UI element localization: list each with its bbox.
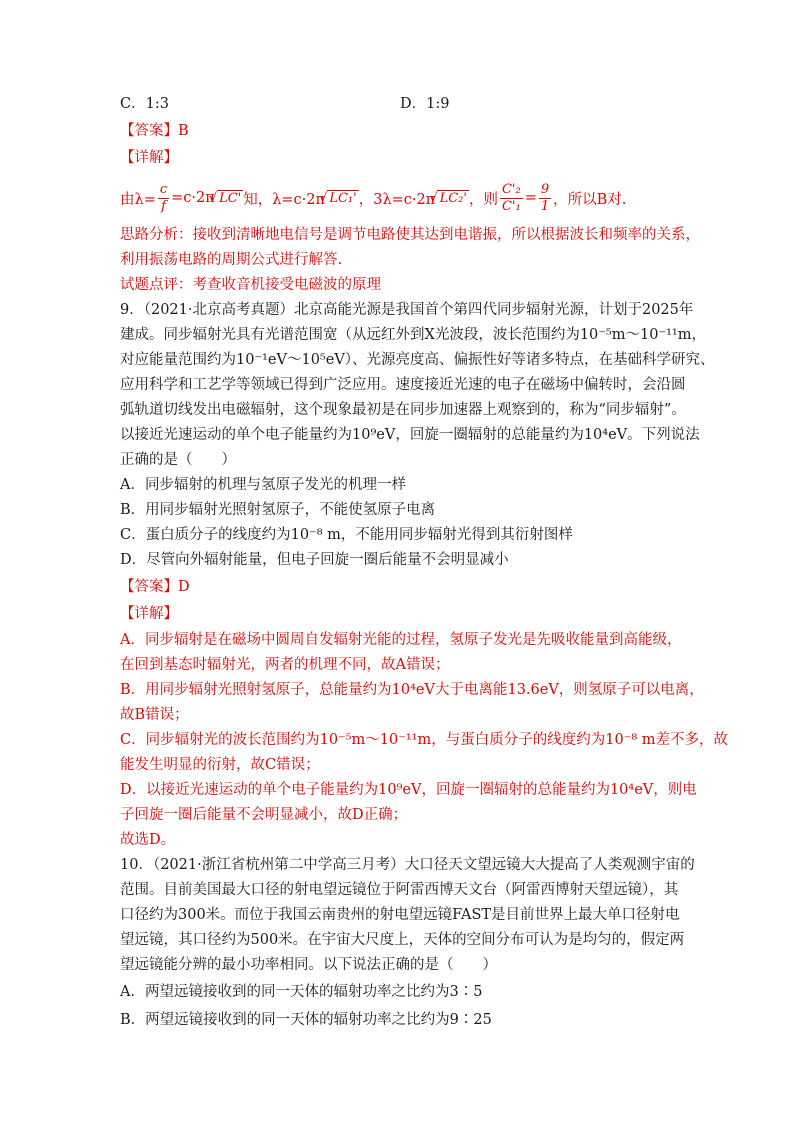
q9-detail-line: D．以接近光速运动的单个电子能量约为10⁹eV，回旋一圈辐射的总能量约为10⁴eV，则电 (120, 782, 697, 798)
q9-stem-line: 建成。同步辐射光具有光谱范围宽（从远红外到X光波段，波长范围约为10⁻⁵m～10⁻¹¹m， (120, 327, 706, 343)
q9-answer-label: 【答案】D (120, 579, 190, 595)
q10-stem-line: 口径约为300米。而位于我国云南贵州的射电望远镜FAST是目前世界上最大单口径射电 (120, 907, 680, 923)
option-c: C．1:3 (120, 96, 169, 112)
q9-detail-label: 【详解】 (120, 606, 178, 622)
q10-stem-line: 望远镜，其口径约为500米。在宇宙大尺度上，天体的空间分布可认为是均匀的，假定两 (120, 932, 685, 948)
analysis-line: 思路分析：接收到清晰地电信号是调节电路使其达到电谐振，所以根据波长和频率的关系， (120, 227, 700, 243)
fraction-c2-over-c1 (500, 182, 523, 215)
q9-detail-line: A．同步辐射是在磁场中圆周自发辐射光能的过程，氢原子发光是先吸收能量到高能级， (120, 632, 682, 648)
sqrt-lc2: √ LC₂' (437, 190, 469, 206)
fraction-9-over-1 (539, 182, 551, 215)
q10-option-b: B．两望远镜接收到的同一天体的辐射功率之比约为9∶25 (120, 1012, 492, 1028)
q9-detail-line: C．同步辐射光的波长范围约为10⁻⁵m～10⁻¹¹m，与蛋白质分子的线度约为10⁻⁸ m差不多，故 (120, 732, 729, 748)
denominator: C'₁ (501, 198, 521, 214)
formula-text: =c·2π (171, 190, 215, 206)
sqrt-lc: √ LC' (217, 190, 243, 206)
formula-text: 知，λ=c·2π (243, 191, 326, 208)
numerator: C'₂ (501, 181, 521, 197)
answer-label: 【答案】B (120, 123, 189, 139)
q10-stem-line: 范围。目前美国最大口径的射电望远镜位于阿雷西博天文台（阿雷西博射天望远镜），其 (120, 882, 679, 898)
q10-option-a: A．两望远镜接收到的同一天体的辐射功率之比约为3∶5 (120, 984, 483, 1000)
formula-text: 由λ= (120, 191, 156, 208)
q9-detail-line: B．用同步辐射光照射氢原子，总能量约为10⁴eV大于电离能13.6eV，则氢原子可以电离， (120, 682, 704, 698)
denominator: 1 (540, 198, 550, 214)
q9-stem-line: 9．（2021·北京高考真题）北京高能光源是我国首个第四代同步辐射光源，计划于2025年 (120, 302, 694, 318)
q9-option-d: D．尽管向外辐射能量，但电子回旋一圈后能量不会明显减小 (120, 552, 509, 568)
q9-detail-line: 在回到基态时辐射光，两者的机理不同，故A错误； (120, 657, 450, 673)
q9-stem-line: 弧轨道切线发出电磁辐射，这个现象最初是在同步加速器上观察到的，称为“同步辐射”。 (120, 402, 686, 418)
q9-stem-line: 对应能量范围约为10⁻¹eV～10⁵eV）、光源亮度高、偏振性好等诸多特点，在基础科学研究、 (120, 352, 715, 368)
formula-text: ，所以B对. (553, 191, 627, 208)
q9-detail-line: 故B错误； (120, 707, 189, 723)
q9-detail-line: 故选D。 (120, 832, 176, 848)
q10-stem-line: 望远镜能分辨的最小功率相同。以下说法正确的是（ ） (120, 957, 497, 973)
q9-option-c: C．蛋白质分子的线度约为10⁻⁸ m，不能用同步辐射光得到其衍射图样 (120, 527, 573, 543)
q9-option-a: A．同步辐射的机理与氢原子发光的机理一样 (120, 477, 406, 493)
q8-formula (120, 178, 626, 218)
option-d: D．1:9 (400, 96, 450, 112)
q9-stem-line: 以接近光速运动的单个电子能量约为10⁹eV，回旋一圈辐射的总能量约为10⁴eV。下列说法 (120, 427, 700, 443)
q10-stem-line: 10．（2021·浙江省杭州第二中学高三月考）大口径天文望远镜大大提高了人类观测宇宙的 (120, 857, 695, 873)
q9-stem-line: 正确的是（ ） (120, 452, 236, 468)
detail-label: 【详解】 (120, 150, 178, 166)
q9-option-b: B．用同步辐射光照射氢原子，不能使氢原子电离 (120, 502, 436, 518)
analysis-line: 利用振荡电路的周期公式进行解答. (120, 252, 343, 268)
formula-text: ，则 (468, 191, 498, 208)
fraction-c-over-f (158, 182, 169, 215)
numerator: c (159, 181, 168, 197)
q9-detail-line: 能发生明显的衍射，故C错误； (120, 757, 320, 773)
numerator: 9 (540, 181, 550, 197)
sqrt-lc1: √ LC₁' (327, 190, 359, 206)
comment-line: 试题点评：考查收音机接受电磁波的原理 (120, 277, 381, 293)
q9-stem-line: 应用科学和工艺学等领域已得到广泛应用。速度接近光速的电子在磁场中偏转时，会沿圆 (120, 377, 686, 393)
denominator: f (161, 198, 166, 214)
formula-text: = (524, 190, 537, 206)
q9-detail-line: 子回旋一圈后能量不会明显减小，故D正确； (120, 807, 408, 823)
formula-text: ，3λ=c·2π (358, 191, 436, 208)
